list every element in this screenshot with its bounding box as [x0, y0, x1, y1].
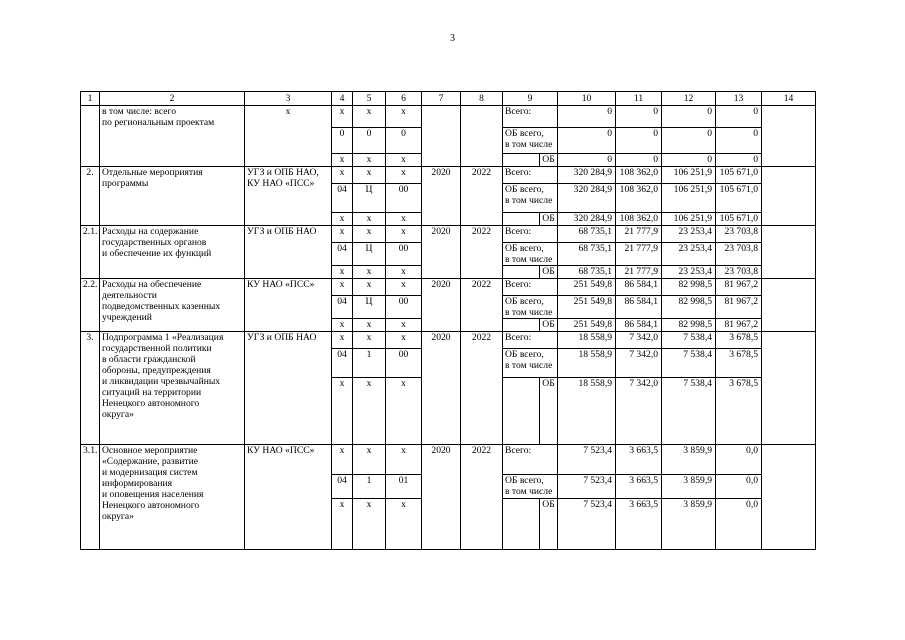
funding-source-ob: ОБ [540, 213, 558, 226]
funding-label: ОБ всего, в том числе [503, 128, 558, 154]
amount-col-12: 82 998,5 [662, 279, 716, 296]
table-row [81, 167, 816, 184]
budget-table [80, 91, 816, 550]
amount-col-11: 0 [616, 154, 662, 167]
code-col-5: 0 [353, 128, 386, 154]
code-col-5: х [353, 106, 386, 128]
start-year: 2020 [422, 445, 461, 550]
code-col-6: х [386, 378, 422, 445]
code-col-5: х [353, 319, 386, 332]
responsible-executor: х [245, 106, 332, 167]
amount-col-10: 18 558,9 [558, 332, 616, 349]
col-header-4: 4 [332, 92, 353, 106]
amount-col-12: 3 859,9 [662, 475, 716, 499]
amount-col-11: 86 584,1 [616, 296, 662, 319]
amount-col-13: 105 671,0 [716, 184, 762, 213]
code-col-5: х [353, 226, 386, 243]
funding-label-empty [503, 319, 540, 332]
funding-label-empty [503, 266, 540, 279]
amount-col-12: 82 998,5 [662, 296, 716, 319]
code-col-4: 0 [332, 128, 353, 154]
amount-col-11: 7 342,0 [616, 378, 662, 445]
code-col-5: х [353, 332, 386, 349]
code-col-4: х [332, 332, 353, 349]
code-col-6: х [386, 167, 422, 184]
amount-col-12: 3 859,9 [662, 499, 716, 550]
code-col-4: х [332, 279, 353, 296]
amount-col-12: 0 [662, 154, 716, 167]
amount-col-11: 86 584,1 [616, 319, 662, 332]
code-col-6: 00 [386, 243, 422, 266]
amount-col-10: 320 284,9 [558, 184, 616, 213]
amount-col-10: 0 [558, 154, 616, 167]
row-description: Основное мероприятие «Содержание, развитие и модернизация систем информирования и оповещения населения Ненецкого автономного округа» [100, 445, 245, 550]
amount-col-12: 106 251,9 [662, 167, 716, 184]
amount-col-13: 81 967,2 [716, 279, 762, 296]
code-col-6: х [386, 279, 422, 296]
row-description: Расходы на обеспечение деятельности подведомственных казенных учреждений [100, 279, 245, 332]
col-header-13: 13 [716, 92, 762, 106]
amount-col-12: 106 251,9 [662, 213, 716, 226]
amount-col-12: 7 538,4 [662, 332, 716, 349]
amount-col-10: 0 [558, 106, 616, 128]
responsible-executor: УГЗ и ОПБ НАО [245, 226, 332, 279]
amount-col-12: 23 253,4 [662, 243, 716, 266]
amount-col-11: 108 362,0 [616, 167, 662, 184]
table-row [81, 445, 816, 475]
responsible-executor: КУ НАО «ПСС» [245, 445, 332, 550]
code-col-4: 04 [332, 296, 353, 319]
table-row [81, 106, 816, 128]
amount-col-12: 7 538,4 [662, 378, 716, 445]
funding-label-empty [503, 213, 540, 226]
start-year: 2020 [422, 226, 461, 279]
row-description: Отдельные мероприятия программы [100, 167, 245, 226]
row-number: 3.1. [81, 445, 100, 550]
code-col-4: х [332, 378, 353, 445]
column-number-row [81, 92, 816, 106]
amount-col-11: 21 777,9 [616, 226, 662, 243]
code-col-4: х [332, 499, 353, 550]
amount-col-10: 68 735,1 [558, 226, 616, 243]
funding-label: Всего: [503, 332, 558, 349]
amount-col-12: 106 251,9 [662, 184, 716, 213]
responsible-executor: УГЗ и ОПБ НАО, КУ НАО «ПСС» [245, 167, 332, 226]
code-col-6: 00 [386, 349, 422, 378]
amount-col-13: 0 [716, 128, 762, 154]
amount-col-13: 0 [716, 154, 762, 167]
amount-col-13: 3 678,5 [716, 349, 762, 378]
amount-col-10: 68 735,1 [558, 243, 616, 266]
col-header-9: 9 [503, 92, 558, 106]
code-col-6: 01 [386, 475, 422, 499]
amount-col-11: 108 362,0 [616, 184, 662, 213]
col-header-8: 8 [461, 92, 503, 106]
code-col-6: х [386, 213, 422, 226]
funding-source-ob: ОБ [540, 319, 558, 332]
amount-col-11: 3 663,5 [616, 499, 662, 550]
funding-source-ob: ОБ [540, 378, 558, 445]
code-col-6: х [386, 226, 422, 243]
table-row [81, 332, 816, 349]
amount-col-12: 23 253,4 [662, 226, 716, 243]
funding-label: Всего: [503, 445, 558, 475]
amount-col-13: 0,0 [716, 475, 762, 499]
code-col-5: х [353, 378, 386, 445]
funding-label: Всего: [503, 106, 558, 128]
table-row [81, 226, 816, 243]
amount-col-10: 251 549,8 [558, 319, 616, 332]
code-col-6: х [386, 154, 422, 167]
col-14-note [762, 445, 816, 550]
amount-col-13: 0,0 [716, 499, 762, 550]
funding-label: ОБ всего, в том числе [503, 184, 558, 213]
funding-source-ob: ОБ [540, 266, 558, 279]
amount-col-13: 0 [716, 106, 762, 128]
funding-label-empty [503, 378, 540, 445]
code-col-4: 04 [332, 243, 353, 266]
code-col-4: х [332, 445, 353, 475]
amount-col-12: 82 998,5 [662, 319, 716, 332]
col-header-1: 1 [81, 92, 100, 106]
code-col-4: х [332, 106, 353, 128]
code-col-4: 04 [332, 184, 353, 213]
amount-col-12: 7 538,4 [662, 349, 716, 378]
code-col-5: х [353, 279, 386, 296]
code-col-6: х [386, 106, 422, 128]
row-number [81, 106, 100, 167]
amount-col-10: 320 284,9 [558, 213, 616, 226]
amount-col-12: 3 859,9 [662, 445, 716, 475]
code-col-6: х [386, 319, 422, 332]
code-col-5: 1 [353, 349, 386, 378]
col-header-7: 7 [422, 92, 461, 106]
amount-col-11: 0 [616, 106, 662, 128]
col-header-5: 5 [353, 92, 386, 106]
amount-col-10: 251 549,8 [558, 296, 616, 319]
code-col-6: 00 [386, 296, 422, 319]
table-row [81, 279, 816, 296]
amount-col-13: 3 678,5 [716, 332, 762, 349]
end-year: 2022 [461, 167, 503, 226]
end-year: 2022 [461, 332, 503, 445]
code-col-4: х [332, 213, 353, 226]
col-header-14: 14 [762, 92, 816, 106]
col-header-10: 10 [558, 92, 616, 106]
responsible-executor: УГЗ и ОПБ НАО [245, 332, 332, 445]
col-14-note [762, 332, 816, 445]
end-year: 2022 [461, 445, 503, 550]
amount-col-10: 68 735,1 [558, 266, 616, 279]
amount-col-10: 7 523,4 [558, 475, 616, 499]
start-year: 2020 [422, 167, 461, 226]
funding-label: ОБ всего, в том числе [503, 475, 558, 499]
code-col-5: х [353, 167, 386, 184]
amount-col-11: 21 777,9 [616, 266, 662, 279]
amount-col-10: 18 558,9 [558, 349, 616, 378]
amount-col-11: 86 584,1 [616, 279, 662, 296]
page-number: 3 [450, 33, 455, 44]
col-header-2: 2 [100, 92, 245, 106]
row-description: в том числе: всего по региональным проектам [100, 106, 245, 167]
amount-col-10: 320 284,9 [558, 167, 616, 184]
funding-source-ob: ОБ [540, 499, 558, 550]
code-col-5: х [353, 154, 386, 167]
amount-col-12: 0 [662, 128, 716, 154]
amount-col-13: 3 678,5 [716, 378, 762, 445]
code-col-6: х [386, 445, 422, 475]
code-col-6: 0 [386, 128, 422, 154]
code-col-6: х [386, 332, 422, 349]
code-col-4: х [332, 266, 353, 279]
amount-col-10: 7 523,4 [558, 445, 616, 475]
col-header-12: 12 [662, 92, 716, 106]
col-header-6: 6 [386, 92, 422, 106]
responsible-executor: КУ НАО «ПСС» [245, 279, 332, 332]
end-year: 2022 [461, 279, 503, 332]
col-header-11: 11 [616, 92, 662, 106]
code-col-5: Ц [353, 184, 386, 213]
code-col-5: Ц [353, 296, 386, 319]
amount-col-13: 23 703,8 [716, 226, 762, 243]
funding-source-ob: ОБ [540, 154, 558, 167]
amount-col-11: 21 777,9 [616, 243, 662, 266]
funding-label: ОБ всего, в том числе [503, 296, 558, 319]
start-year [422, 106, 461, 167]
amount-col-11: 7 342,0 [616, 332, 662, 349]
col-header-3: 3 [245, 92, 332, 106]
col-14-note [762, 106, 816, 167]
amount-col-10: 7 523,4 [558, 499, 616, 550]
funding-label: Всего: [503, 226, 558, 243]
funding-label: ОБ всего, в том числе [503, 349, 558, 378]
funding-label-empty [503, 154, 540, 167]
code-col-5: х [353, 266, 386, 279]
amount-col-13: 105 671,0 [716, 213, 762, 226]
funding-label: Всего: [503, 279, 558, 296]
amount-col-13: 105 671,0 [716, 167, 762, 184]
row-number: 2.2. [81, 279, 100, 332]
row-number: 3. [81, 332, 100, 445]
code-col-4: х [332, 226, 353, 243]
col-14-note [762, 167, 816, 226]
amount-col-11: 7 342,0 [616, 349, 662, 378]
amount-col-13: 23 703,8 [716, 266, 762, 279]
end-year [461, 106, 503, 167]
code-col-5: х [353, 213, 386, 226]
funding-label: Всего: [503, 167, 558, 184]
col-14-note [762, 279, 816, 332]
amount-col-13: 81 967,2 [716, 296, 762, 319]
code-col-5: х [353, 499, 386, 550]
code-col-5: 1 [353, 475, 386, 499]
amount-col-11: 108 362,0 [616, 213, 662, 226]
code-col-4: 04 [332, 475, 353, 499]
code-col-4: х [332, 167, 353, 184]
code-col-6: х [386, 266, 422, 279]
start-year: 2020 [422, 332, 461, 445]
code-col-4: х [332, 319, 353, 332]
code-col-4: х [332, 154, 353, 167]
amount-col-10: 18 558,9 [558, 378, 616, 445]
funding-label-empty [503, 499, 540, 550]
col-14-note [762, 226, 816, 279]
amount-col-13: 81 967,2 [716, 319, 762, 332]
code-col-6: 00 [386, 184, 422, 213]
end-year: 2022 [461, 226, 503, 279]
row-description: Расходы на содержание государственных органов и обеспечение их функций [100, 226, 245, 279]
row-description: Подпрограмма 1 «Реализация государственной политики в области гражданской обороны, предупреждения и ликвидации чрезвычайных ситуаций на территории Ненецкого автономного округа» [100, 332, 245, 445]
amount-col-10: 251 549,8 [558, 279, 616, 296]
row-number: 2.1. [81, 226, 100, 279]
code-col-5: Ц [353, 243, 386, 266]
code-col-5: х [353, 445, 386, 475]
start-year: 2020 [422, 279, 461, 332]
amount-col-11: 3 663,5 [616, 445, 662, 475]
amount-col-11: 3 663,5 [616, 475, 662, 499]
amount-col-13: 0,0 [716, 445, 762, 475]
amount-col-12: 0 [662, 106, 716, 128]
amount-col-11: 0 [616, 128, 662, 154]
code-col-6: х [386, 499, 422, 550]
code-col-4: 04 [332, 349, 353, 378]
amount-col-12: 23 253,4 [662, 266, 716, 279]
row-number: 2. [81, 167, 100, 226]
amount-col-13: 23 703,8 [716, 243, 762, 266]
funding-label: ОБ всего, в том числе [503, 243, 558, 266]
amount-col-10: 0 [558, 128, 616, 154]
